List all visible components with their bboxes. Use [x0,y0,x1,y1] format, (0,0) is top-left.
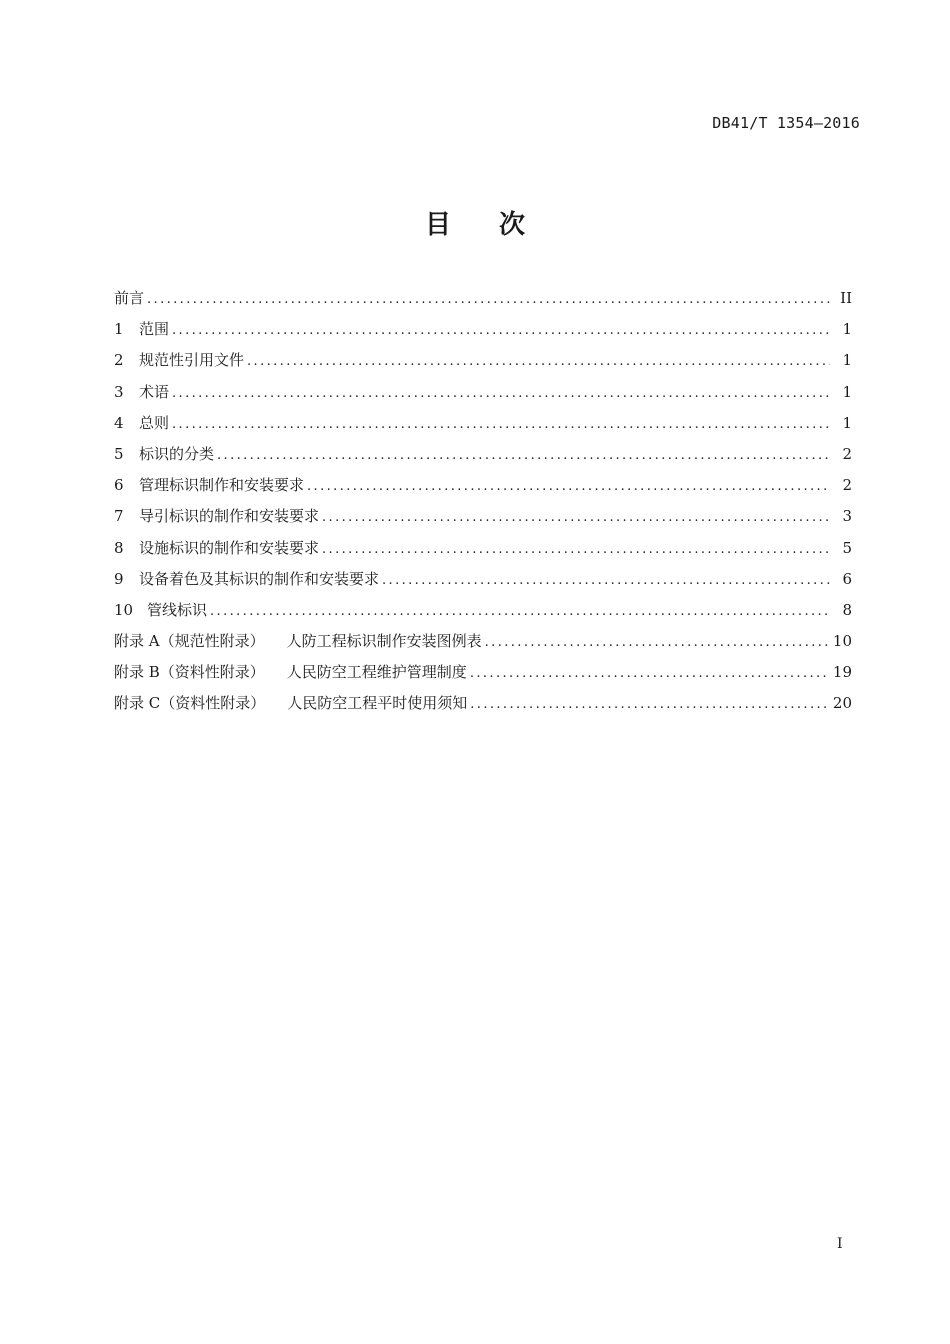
toc-entry-page: 1 [842,413,852,432]
toc-entry-number: 9 [114,569,124,588]
toc-entry-page: 8 [842,600,852,619]
document-code: DB41/T 1354—2016 [712,114,860,132]
toc-entry-page: 10 [832,632,852,651]
toc-entry-appendix-b[interactable] [114,657,852,688]
toc-entry-number: 1 [114,320,124,339]
toc-leader-dots [322,534,830,565]
toc-title-char-1: 目 [424,210,451,240]
toc-entry-label: 前言 [114,289,145,307]
toc-entry-number: 6 [114,476,124,495]
toc-entry-number: 4 [114,413,124,432]
toc-title-char-2: 次 [499,210,526,240]
toc-entry-page: 20 [832,694,852,713]
toc-leader-dots [172,315,830,346]
toc-entry-page: 6 [842,569,852,588]
toc-entry-9[interactable] [114,564,852,595]
toc-leader-dots [470,689,829,720]
toc-entry-page: 1 [842,320,852,339]
toc-leader-dots [382,565,830,596]
toc-entry-appendix-a[interactable] [114,626,852,657]
toc-entry-8[interactable] [114,533,852,564]
toc-leader-dots [172,409,830,440]
toc-entry-number: 2 [114,351,124,370]
table-of-contents [114,283,852,720]
toc-entry-label: 导引标识的制作和安装要求 [139,507,320,526]
toc-entry-page: II [840,289,852,307]
toc-entry-number: 8 [114,538,124,557]
toc-appendix-prefix: 附录 A（规范性附录） [114,632,265,651]
toc-entry-foreword[interactable] [114,283,852,314]
page-number: I [837,1236,843,1252]
toc-leader-dots [210,596,830,627]
toc-entry-label: 总则 [139,413,170,432]
toc-appendix-prefix: 附录 C（资料性附录） [114,694,266,713]
toc-entry-label: 范围 [139,320,170,339]
toc-leader-dots [217,440,830,471]
toc-entry-label: 人防工程标识制作安装图例表 [286,632,482,651]
toc-leader-dots [485,627,829,658]
toc-entry-label: 管理标识制作和安装要求 [139,476,305,495]
toc-entry-2[interactable] [114,345,852,376]
toc-entry-label: 术语 [139,382,170,401]
toc-entry-page: 19 [832,663,852,682]
toc-leader-dots [172,378,830,409]
toc-entry-page: 2 [842,476,852,495]
toc-entry-number: 10 [114,600,134,619]
toc-entry-label: 人民防空工程维护管理制度 [286,663,467,682]
toc-entry-number: 3 [114,382,124,401]
toc-entry-5[interactable] [114,439,852,470]
toc-leader-dots [470,658,829,689]
toc-title [0,204,950,241]
toc-entry-1[interactable] [114,314,852,345]
toc-entry-page: 5 [842,538,852,557]
toc-leader-dots [307,471,830,502]
toc-entry-page: 2 [842,444,852,463]
toc-entry-10[interactable] [114,595,852,626]
toc-entry-label: 标识的分类 [139,444,215,463]
toc-entry-label: 人民防空工程平时使用须知 [287,694,468,713]
toc-entry-label: 设备着色及其标识的制作和安装要求 [139,569,380,588]
toc-entry-page: 1 [842,382,852,401]
toc-entry-label: 规范性引用文件 [139,351,245,370]
toc-entry-number: 5 [114,444,124,463]
toc-entry-page: 3 [842,507,852,526]
toc-leader-dots [247,346,830,377]
toc-entry-label: 管线标识 [147,600,208,619]
toc-leader-dots [322,502,830,533]
toc-entry-appendix-c[interactable] [114,688,852,719]
toc-leader-dots [147,284,830,315]
toc-entry-3[interactable] [114,377,852,408]
toc-entry-4[interactable] [114,408,852,439]
toc-entry-7[interactable] [114,501,852,532]
toc-entry-number: 7 [114,507,124,526]
toc-entry-label: 设施标识的制作和安装要求 [139,538,320,557]
toc-entry-page: 1 [842,351,852,370]
toc-entry-6[interactable] [114,470,852,501]
toc-appendix-prefix: 附录 B（资料性附录） [114,663,265,682]
